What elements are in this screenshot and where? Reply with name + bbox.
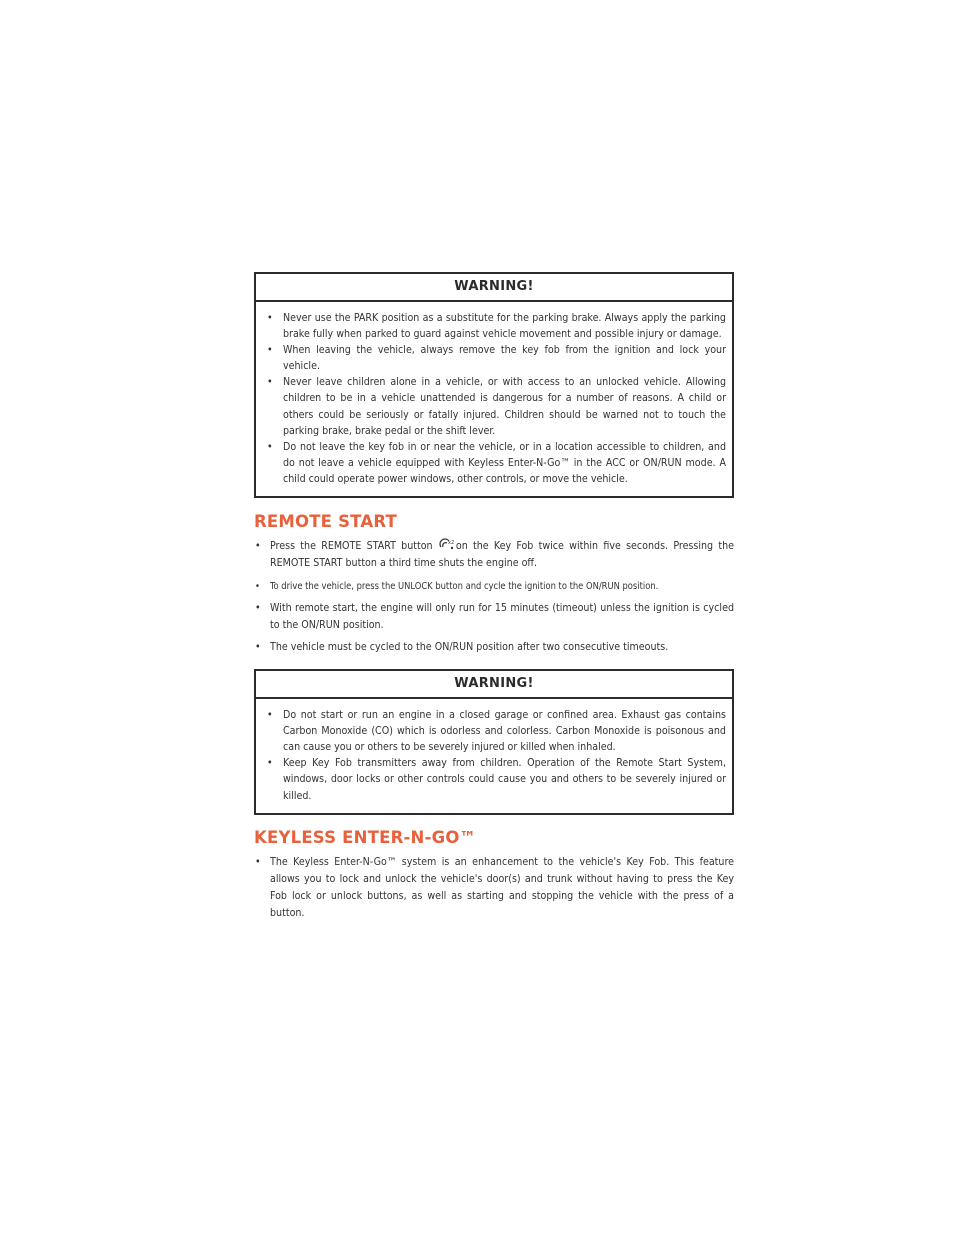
list-item-text: on the Key Fob twice within five seconds. Pressing the REMOTE START button a third time shuts the engine off. — [270, 540, 735, 570]
warning-item — [262, 755, 726, 803]
bullet-dot: • — [267, 312, 273, 324]
remote-start-list — [254, 538, 734, 656]
warning-item — [262, 707, 726, 755]
warning-item — [262, 439, 726, 487]
list-item-text: To drive the vehicle, press the UNLOCK button and cycle the ignition to the ON/RUN position. — [270, 581, 659, 593]
keyless-list — [254, 854, 734, 922]
list-item — [254, 578, 734, 595]
bullet-dot: • — [267, 376, 273, 389]
warning-title: WARNING! — [256, 671, 732, 699]
list-item — [254, 854, 734, 922]
list-item — [254, 600, 734, 634]
bullet-dot: • — [267, 757, 273, 770]
remote-start-icon — [438, 538, 456, 550]
warning-item-text: Never use the PARK position as a substitute for the parking brake. Always apply the parking brake fully when parked to guard against vehicle movement and possible injury or damage. — [283, 312, 726, 341]
list-item — [254, 538, 734, 572]
warning-item-text: Keep Key Fob transmitters away from children. Operation of the Remote Start System, windows, door locks or other controls could cause you and others to be severely injured or killed. — [283, 757, 726, 802]
warning-item-text: When leaving the vehicle, always remove the key fob from the ignition and lock your vehicle. — [283, 344, 726, 373]
warning-item-text: Do not start or run an engine in a closed garage or confined area. Exhaust gas contains Carbon Monoxide (CO) which is odorless and colorless. Carbon Monoxide is poisonous and can cause you or others to be severely injured or killed when inhaled. — [283, 709, 726, 754]
bullet-dot: • — [255, 855, 261, 868]
keyless-heading: KEYLESS ENTER-N-GO™ — [254, 827, 477, 847]
svg-text:x2: x2 — [447, 540, 454, 547]
warning-box-parking — [254, 272, 734, 498]
remote-start-heading: REMOTE START — [254, 512, 397, 532]
warning-item — [262, 374, 726, 438]
warning-title: WARNING! — [256, 274, 732, 302]
bullet-dot: • — [267, 709, 273, 722]
warning-body — [256, 302, 732, 496]
bullet-dot: • — [267, 440, 273, 453]
warning-item — [262, 310, 726, 342]
warning-item-text: Do not leave the key fob in or near the vehicle, or in a location accessible to children, and do not leave a vehicle equipped with Keyless Enter-N-Go™ in the ACC or ON/RUN mode. A child could operate power windows, other controls, or move the vehicle. — [283, 440, 726, 485]
page-content — [254, 272, 734, 922]
warning-box-carbon-monoxide — [254, 669, 734, 815]
bullet-dot: • — [255, 540, 261, 553]
list-item-text: With remote start, the engine will only run for 15 minutes (timeout) unless the ignition is cycled to the ON/RUN position. — [270, 602, 734, 632]
bullet-dot: • — [255, 641, 261, 654]
bullet-dot: • — [255, 602, 261, 615]
list-item — [254, 639, 734, 656]
bullet-dot: • — [255, 581, 260, 593]
warning-item-text: Never leave children alone in a vehicle, or with access to an unlocked vehicle. Allowing children to be in a vehicle unattended is dangerous for a number of reasons. A child or others could be seriously or fatally injured. Children should be warned not to touch the parking brake, brake pedal or the shift lever. — [283, 376, 726, 437]
list-item-text: The Keyless Enter-N-Go™ system is an enhancement to the vehicle's Key Fob. This feature allows you to lock and unlock the vehicle's door(s) and trunk without having to press the Key Fob lock or unlock buttons, as well as starting and stopping the vehicle with the press of a button. — [270, 855, 734, 919]
bullet-dot: • — [267, 344, 273, 357]
list-item-text: The vehicle must be cycled to the ON/RUN position after two consecutive timeouts. — [270, 641, 669, 654]
list-item-text: Press the REMOTE START button — [270, 540, 433, 553]
warning-body — [256, 699, 732, 813]
warning-item — [262, 342, 726, 374]
